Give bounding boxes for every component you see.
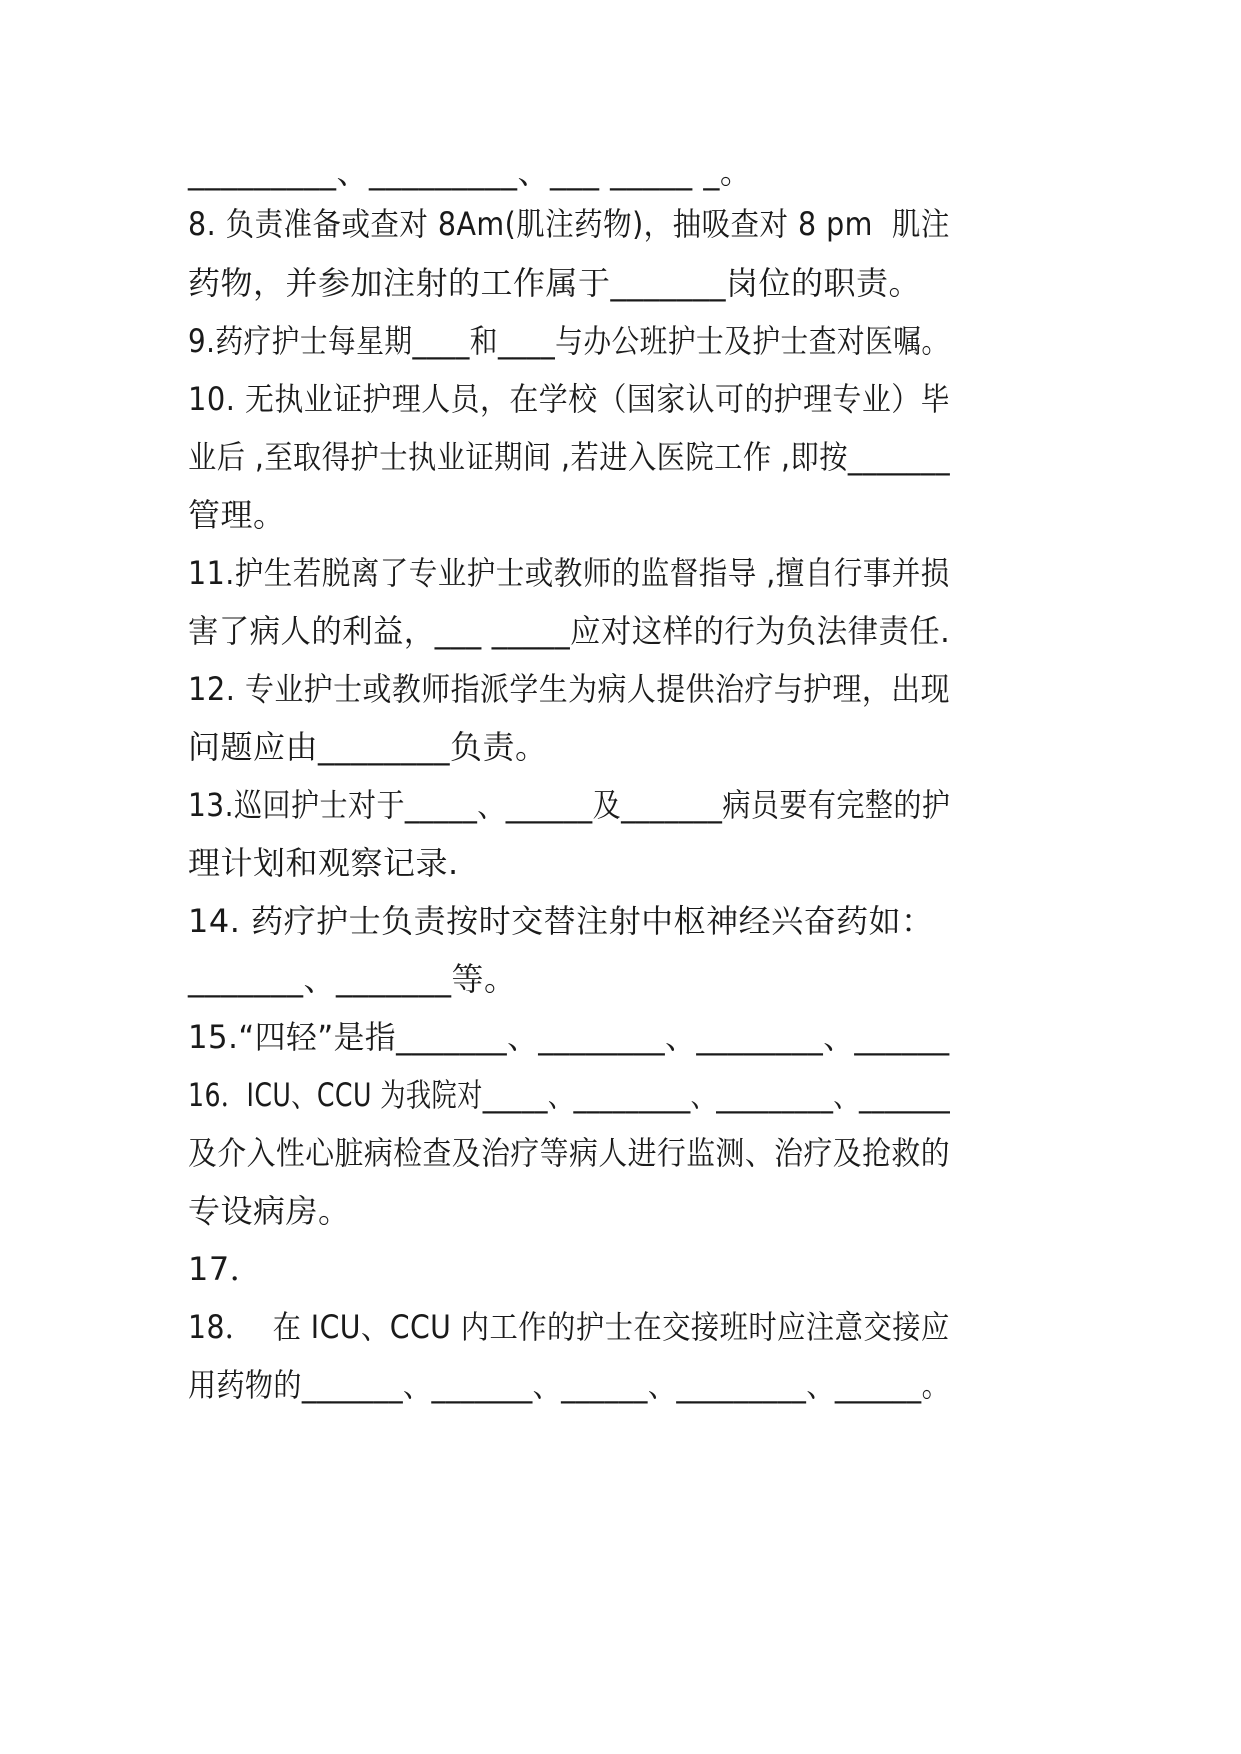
text-line-16: 15.“四轻”是指_______、________、________、______ <box>188 1018 950 1056</box>
text-line-8: 11.护生若脱离了专业护士或教师的监督指导 ,擅自行事并损 <box>188 554 950 592</box>
text-line-21: 18． 在 ICU、CCU 内工作的护士在交接班时应注意交接应 <box>188 1308 950 1346</box>
text-line-17: 16．ICU、CCU 为我院对_____、_________、_________、_______ <box>188 1076 951 1114</box>
text-line-9: 害了病人的利益，___ _____应对这样的行为负法律责任. <box>188 612 951 650</box>
text-line-19: 专设病房。 <box>188 1192 351 1230</box>
text-line-18: 及介入性心脏病检查及治疗等病人进行监测、治疗及抢救的 <box>188 1134 951 1172</box>
text-line-22: 用药物的_______、_______、______、_________、______。 <box>188 1366 951 1404</box>
text-line-15: _______、_______等。 <box>188 960 517 998</box>
text-line-7: 管理。 <box>188 496 286 534</box>
text-line-1: _________、_________、___ _____ _。 <box>188 153 753 191</box>
text-line-10: 12. 专业护士或教师指派学生为病人提供治疗与护理，出现 <box>188 670 951 708</box>
text-line-5: 10. 无执业证护理人员，在学校（国家认可的护理专业）毕 <box>188 380 951 418</box>
text-line-13: 理计划和观察记录. <box>188 844 459 882</box>
text-line-3: 药物，并参加注射的工作属于_______岗位的职责。 <box>188 264 922 302</box>
text-line-12: 13.巡回护士对于_____、______及_______病员要有完整的护 <box>188 786 951 824</box>
text-line-4: 9.药疗护士每星期____和____与办公班护士及护士查对医嘱。 <box>188 322 950 360</box>
text-line-11: 问题应由________负责。 <box>188 728 548 766</box>
text-line-6: 业后 ,至取得护士执业证期间 ,若进入医院工作 ,即按_______ <box>188 438 951 476</box>
text-line-20: 17． <box>188 1250 263 1288</box>
text-line-14: 14. 药疗护士负责按时交替注射中枢神经兴奋药如： <box>188 902 934 940</box>
text-line-2: 8. 负责准备或查对 8Am(肌注药物)，抽吸查对 8 pm 肌注 <box>188 205 950 243</box>
